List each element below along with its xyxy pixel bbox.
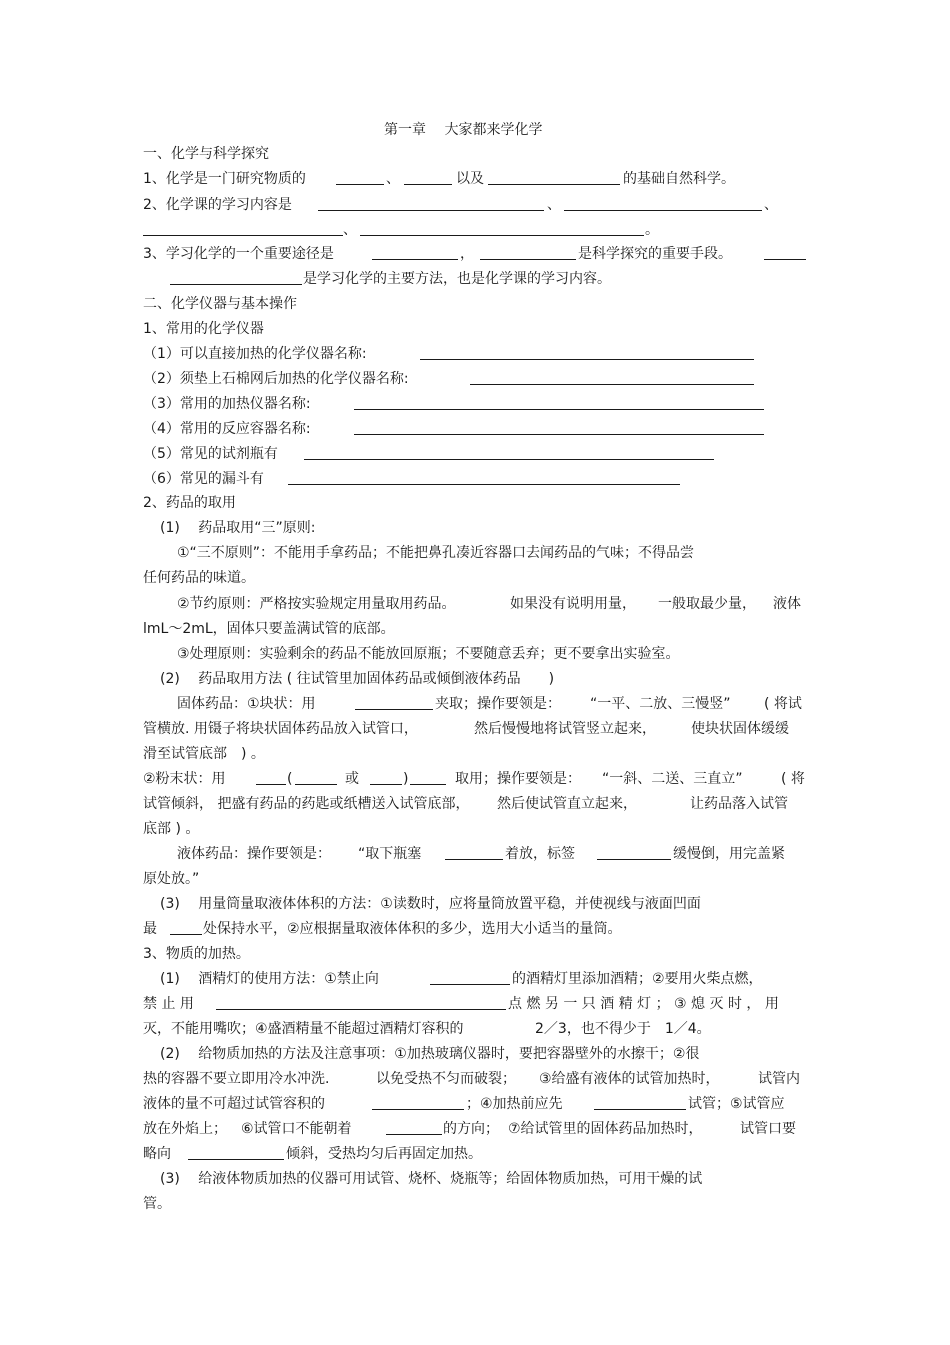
q1-text-a: 1、化学是一门研究物质的 bbox=[143, 171, 306, 187]
heating-text: 热的容器不要立即用冷水冲洗. bbox=[143, 1071, 330, 1087]
subheading-reagents: 2、药品的取用 bbox=[143, 495, 236, 511]
blank[interactable] bbox=[318, 196, 544, 211]
lamp-text: 点 燃 另 一 只 酒 精 灯 ； ③ 熄 灭 时 ， 用 bbox=[508, 996, 779, 1012]
subheading-instruments: 1、常用的化学仪器 bbox=[143, 321, 264, 337]
blank[interactable] bbox=[188, 1145, 284, 1160]
blank[interactable] bbox=[445, 845, 503, 860]
liquid-text: 原处放。” bbox=[143, 871, 200, 887]
rule-text: 如果没有说明用量， bbox=[510, 596, 636, 612]
lamp-text: 灭，不能用嘴吹；④盛酒精量不能超过酒精灯容积的 bbox=[143, 1021, 464, 1037]
paragraph-principles: (1) 药品取用“三”原则: bbox=[160, 520, 316, 536]
solid-text: “一平、二放、三慢竖” bbox=[590, 696, 731, 712]
heating-text: ⑥试管口不能朝着 bbox=[241, 1121, 352, 1137]
heating-text: 放在外焰上； bbox=[143, 1121, 227, 1137]
liquid-heating-text: 管。 bbox=[143, 1196, 171, 1212]
blank[interactable] bbox=[410, 770, 446, 785]
q1-text-c: 以及 bbox=[456, 171, 484, 187]
blank[interactable] bbox=[295, 770, 337, 785]
blank[interactable] bbox=[764, 245, 806, 260]
blank[interactable] bbox=[336, 170, 384, 185]
q3-text-b: ， bbox=[460, 246, 474, 262]
blank[interactable] bbox=[354, 420, 764, 435]
powder-text: 然后使试管直立起来， bbox=[497, 796, 637, 812]
blank[interactable] bbox=[470, 370, 754, 385]
heating-text: 试管；⑤试管应 bbox=[688, 1096, 785, 1112]
blank[interactable] bbox=[404, 170, 452, 185]
q3-text-a: 3、学习化学的一个重要途径是 bbox=[143, 246, 334, 262]
q1-text-d: 的基础自然科学。 bbox=[623, 171, 735, 187]
blank[interactable] bbox=[372, 245, 458, 260]
rule-text: 液体 bbox=[773, 596, 801, 612]
section-2-heading: 二、化学仪器与基本操作 bbox=[143, 296, 297, 312]
blank[interactable] bbox=[143, 221, 343, 236]
powder-text: ( 将 bbox=[781, 771, 805, 787]
liquid-heating-text: (3) 给液体物质加热的仪器可用试管、烧杯、烧瓶等；给固体物质加热，可用干燥的试 bbox=[160, 1171, 703, 1187]
blank[interactable] bbox=[564, 196, 762, 211]
instrument-item: （2）须垫上石棉网后加热的化学仪器名称: bbox=[143, 371, 409, 387]
instrument-item: （3）常用的加热仪器名称: bbox=[143, 396, 311, 412]
cylinder-text: (3) 用量筒量取液体体积的方法：①读数时，应将量筒放置平稳，并使视线与液面凹面 bbox=[160, 896, 701, 912]
heating-text: 倾斜，受热均匀后再固定加热。 bbox=[286, 1146, 482, 1162]
rule-text: 任何药品的味道。 bbox=[143, 570, 255, 586]
solid-text: 然后慢慢地将试管竖立起来， bbox=[474, 721, 656, 737]
paragraph-methods: (2) 药品取用方法 ( 往试管里加固体药品或倾倒液体药品 ) bbox=[160, 671, 555, 687]
blank[interactable] bbox=[360, 221, 644, 236]
section-1-heading: 一、化学与科学探究 bbox=[143, 146, 269, 162]
blank[interactable] bbox=[216, 995, 506, 1010]
solid-text: 使块状固体缓缓 bbox=[691, 721, 789, 737]
q2-text-d: 、 bbox=[343, 222, 357, 238]
blank[interactable] bbox=[420, 345, 754, 360]
heating-text: 液体的量不可超过试管容积的 bbox=[143, 1096, 325, 1112]
rule-text: ①“三不原则”：不能用手拿药品；不能把鼻孔凑近容器口去闻药品的气味；不得品尝 bbox=[177, 545, 695, 561]
blank[interactable] bbox=[304, 445, 714, 460]
liquid-text: 液体药品：操作要领是： bbox=[177, 846, 331, 862]
blank[interactable] bbox=[430, 970, 510, 985]
liquid-text: 缓慢倒，用完盖紧 bbox=[673, 846, 785, 862]
liquid-text: “取下瓶塞 bbox=[358, 846, 422, 862]
q3-text-d: 是学习化学的主要方法，也是化学课的学习内容。 bbox=[303, 271, 611, 287]
cylinder-text: 最 bbox=[143, 921, 157, 937]
powder-text: 让药品落入试管 bbox=[690, 796, 788, 812]
heating-text: 试管口要 bbox=[740, 1121, 796, 1137]
q2-text-e: 。 bbox=[645, 222, 659, 238]
blank[interactable] bbox=[355, 695, 433, 710]
heating-text: 略向 bbox=[143, 1146, 171, 1162]
powder-text: 底部 ) 。 bbox=[143, 821, 200, 837]
heating-text: ⑦给试管里的固体药品加热时， bbox=[508, 1121, 703, 1137]
blank[interactable] bbox=[288, 470, 680, 485]
blank[interactable] bbox=[597, 845, 671, 860]
blank[interactable] bbox=[170, 270, 302, 285]
heating-text: 的方向； bbox=[443, 1121, 499, 1137]
solid-text: 夹取；操作要领是： bbox=[435, 696, 561, 712]
solid-text: 管横放. 用镊子将块状固体药品放入试管口， bbox=[143, 721, 418, 737]
instrument-item: （5）常见的试剂瓶有 bbox=[143, 446, 278, 462]
q2-text-b: 、 bbox=[547, 197, 561, 213]
blank[interactable] bbox=[386, 1120, 442, 1135]
heating-text: 以免受热不匀而破裂； bbox=[376, 1071, 516, 1087]
page-title: 第一章 大家都来学化学 bbox=[384, 122, 543, 138]
rule-text: ③处理原则：实验剩余的药品不能放回原瓶；不要随意丢弃；更不要拿出实验室。 bbox=[177, 646, 680, 662]
cylinder-text: 处保持水平，②应根据量取液体体积的多少，选用大小适当的量筒。 bbox=[203, 921, 622, 937]
lamp-text: 的酒精灯里添加酒精；②要用火柴点燃， bbox=[512, 971, 763, 987]
q2-text-a: 2、化学课的学习内容是 bbox=[143, 197, 292, 213]
blank[interactable] bbox=[170, 920, 202, 935]
solid-text: 滑至试管底部 ) 。 bbox=[143, 746, 265, 762]
rule-text: ②节约原则：严格按实验规定用量取用药品。 bbox=[177, 596, 456, 612]
solid-text: 固体药品：①块状：用 bbox=[177, 696, 316, 712]
blank[interactable] bbox=[480, 245, 576, 260]
lamp-text: 禁 止 用 bbox=[143, 996, 194, 1012]
powder-text: “一斜、二送、三直立” bbox=[602, 771, 743, 787]
heating-text: 试管内 bbox=[758, 1071, 800, 1087]
powder-text: 试管倾斜， 把盛有药品的药匙或纸槽送入试管底部， bbox=[143, 796, 470, 812]
powder-text: ) bbox=[403, 771, 409, 787]
blank[interactable] bbox=[594, 1095, 686, 1110]
heating-text: (2) 给物质加热的方法及注意事项：①加热玻璃仪器时，要把容器壁外的水擦干；②很 bbox=[160, 1046, 700, 1062]
powder-text: ( bbox=[287, 771, 293, 787]
powder-text: 或 bbox=[345, 771, 359, 787]
blank[interactable] bbox=[354, 395, 764, 410]
powder-text: ②粉末状：用 bbox=[143, 771, 226, 787]
solid-text: ( 将试 bbox=[764, 696, 802, 712]
instrument-item: （6）常见的漏斗有 bbox=[143, 471, 264, 487]
instrument-item: （4）常用的反应容器名称: bbox=[143, 421, 311, 437]
instrument-item: （1）可以直接加热的化学仪器名称: bbox=[143, 346, 367, 362]
blank[interactable] bbox=[370, 770, 402, 785]
rule-text: 一般取最少量， bbox=[658, 596, 756, 612]
powder-text: 取用；操作要领是： bbox=[455, 771, 581, 787]
q2-text-c: 、 bbox=[764, 197, 778, 213]
lamp-text: (1) 酒精灯的使用方法：①禁止向 bbox=[160, 971, 379, 987]
blank[interactable] bbox=[488, 170, 620, 185]
subheading-heating: 3、物质的加热。 bbox=[143, 946, 250, 962]
lamp-text: 2／3，也不得少于 1／4。 bbox=[535, 1021, 711, 1037]
heating-text: ；④加热前应先 bbox=[466, 1096, 563, 1112]
q3-text-c: 是科学探究的重要手段。 bbox=[578, 246, 732, 262]
q1-text-b: 、 bbox=[386, 171, 400, 187]
blank[interactable] bbox=[256, 770, 286, 785]
liquid-text: 着放，标签 bbox=[505, 846, 575, 862]
blank[interactable] bbox=[372, 1095, 464, 1110]
heating-text: ③给盛有液体的试管加热时， bbox=[539, 1071, 720, 1087]
rule-text: lmL～2mL，固体只要盖满试管的底部。 bbox=[143, 621, 395, 637]
